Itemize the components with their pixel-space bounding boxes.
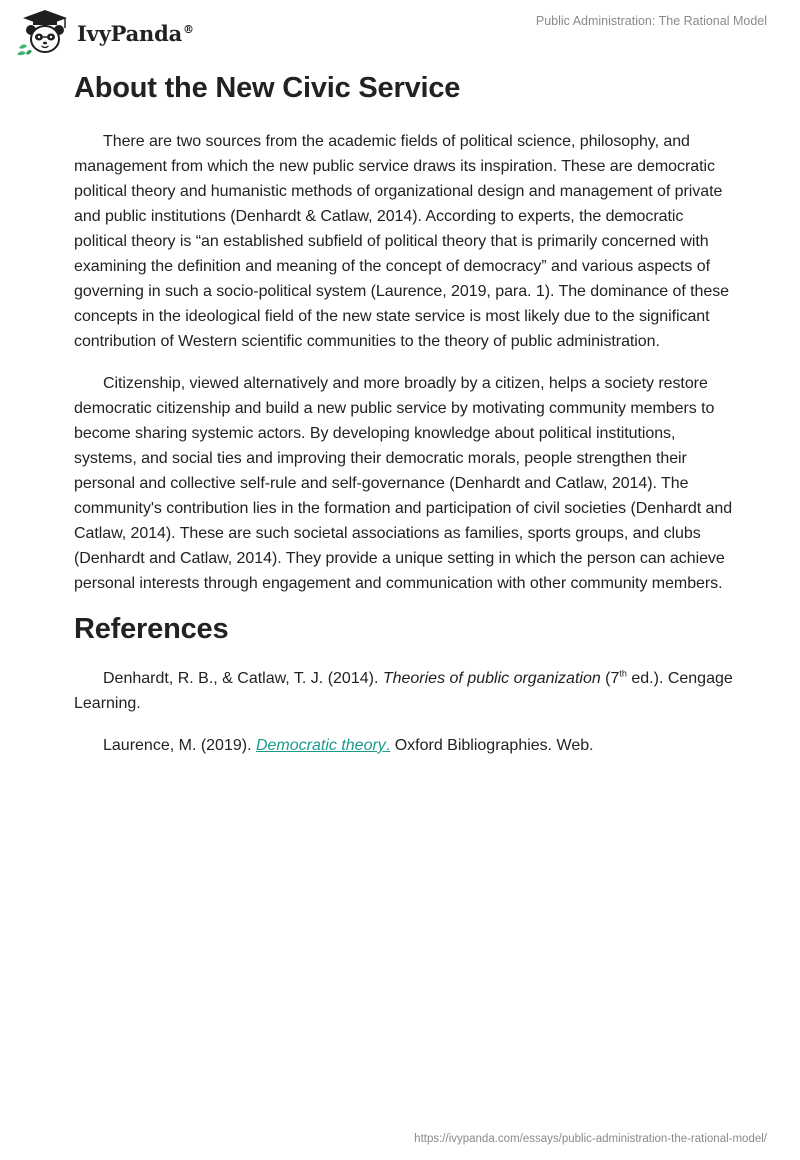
paragraph-2: Citizenship, viewed alternatively and more broadly by a citizen, helps a society restore democratic citizenship and build a new public service by motivating community members to become sharing systemic actors. By developing knowledge about political institutions, systems, and social ties and improving their democratic morals, people strengthen their personal and collective self-rule and self-governance (Denhardt and Catlaw, 2014). The community's contribution lies in the formation and participation of civil societies (Denhardt and Catlaw, 2014). These are such societal associations as families, sports groups, and clubs (Denhardt and Catlaw, 2014). They provide a unique setting in which the person can achieve personal interests through engagement and communication with other community members. [74,375,733,592]
section-heading-about: About the New Civic Service [74,72,461,104]
reference-laurence: Laurence, M. (2019). Democratic theory. Oxford Bibliographies. Web. [103,737,594,754]
running-title: Public Administration: The Rational Model [535,14,767,28]
site-logo[interactable] [13,8,194,58]
reference-authors: Denhardt, R. B., & Catlaw, T. J. (2014). [103,670,383,687]
panda-graduate-icon [13,8,75,58]
paragraph-1: There are two sources from the academic fields of political science, philosophy, and management from which the new public service draws its inspiration. These are democratic political theory and humanistic methods of organizational design and management of private and public institutions (Denhardt & Catlaw, 2014). According to experts, the democratic political theory is “an established subfield of political theory that is primarily concerned with examining the definition and meaning of the concept of democracy” and various aspects of governing in such a socio-political system (Laurence, 2019, para. 1). The dominance of these concepts in the ideological field of the new state service is most likely due to the significant contribution of Western scientific communities to the theory of public administration. [74,133,730,350]
democratic-theory-link[interactable]: Democratic theory. [255,737,391,754]
brand-name: IvyPanda® [77,21,194,46]
reference-title: Theories of public organization [382,670,601,687]
document-body [74,72,734,775]
reference-denhardt: Denhardt, R. B., & Catlaw, T. J. (2014). Theories of public organization (7th ed.). Cengage Learning. [74,668,733,712]
section-heading-references: References [74,613,229,645]
footer-url[interactable]: https://ivypanda.com/essays/public-administration-the-rational-model/ [414,1133,767,1145]
reference-authors: Laurence, M. (2019). [103,737,256,754]
